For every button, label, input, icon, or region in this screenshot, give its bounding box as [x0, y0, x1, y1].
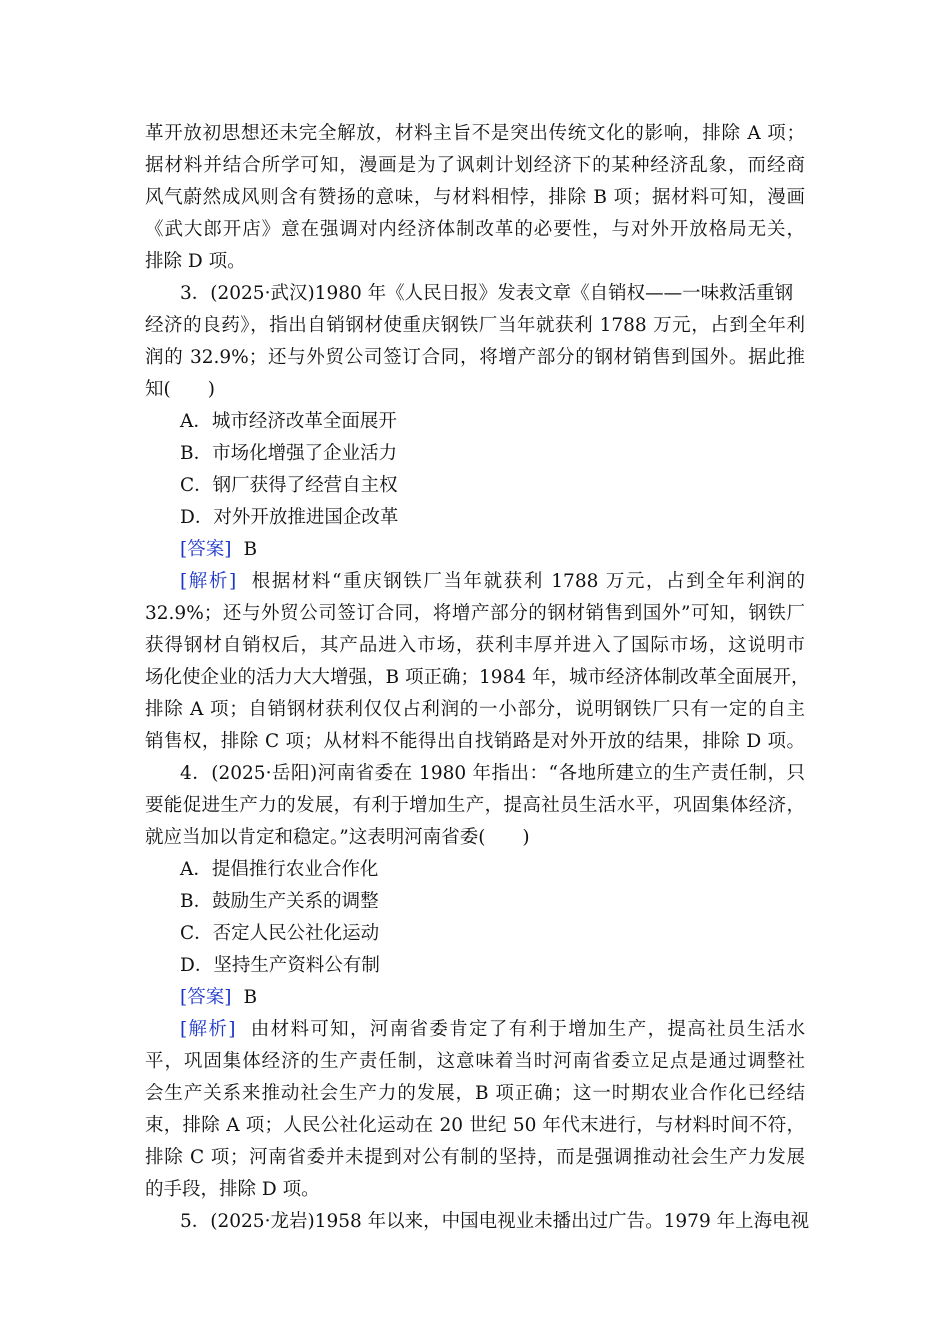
q4-option-c: C．否定人民公社化运动	[180, 923, 380, 944]
q4-explanation-line: 的手段，排除 D 项。	[145, 1179, 320, 1200]
q3-explanation-line: 场化使企业的活力大大增强，B 项正确；1984 年，城市经济体制改革全面展开，	[145, 667, 810, 688]
q4-stem-line: 4．(2025·岳阳)河南省委在 1980 年指出：“各地所建立的生产责任制，只	[180, 763, 805, 784]
q3-explanation-line	[180, 569, 805, 595]
q4-explanation-line: 排除 C 项；河南省委并未提到对公有制的坚持，而是强调推动社会生产力发展	[145, 1147, 805, 1168]
q4-explanation-line: 平，巩固集体经济的生产责任制，这意味着当时河南省委立足点是通过调整社	[145, 1051, 805, 1072]
answer-tag: [答案]	[180, 539, 232, 560]
q4-explanation-text: 由材料可知，河南省委肯定了有利于增加生产，提高社员生活水	[249, 1019, 805, 1040]
q4-option-a: A．提倡推行农业合作化	[180, 859, 379, 880]
q5-stem-line: 5．(2025·龙岩)1958 年以来，中国电视业未播出过广告。1979 年上海电视	[180, 1211, 810, 1232]
explain-tag: [解析]	[180, 571, 237, 592]
intro-line: 据材料并结合所学可知，漫画是为了讽刺计划经济下的某种经济乱象，而经商	[145, 155, 805, 176]
q3-explanation-text: 根据材料“重庆钢铁厂当年就获利 1788 万元，占到全年利润的	[250, 571, 805, 592]
q3-explanation-line: 排除 A 项；自销钢材获利仅仅占利润的一小部分，说明钢铁厂只有一定的自主	[145, 699, 805, 720]
q4-stem-line: 就应当加以肯定和稳定。”这表明河南省委( )	[145, 827, 530, 848]
explain-tag: [解析]	[180, 1019, 236, 1040]
q3-explanation-line: 32.9%；还与外贸公司签订合同，将增产部分的钢材销售到国外”可知，钢铁厂	[145, 603, 805, 624]
q4-explanation-line	[180, 1017, 805, 1043]
q3-explanation-line: 销售权，排除 C 项；从材料不能得出自找销路是对外开放的结果，排除 D 项。	[145, 731, 805, 752]
q4-answer-value: B	[243, 987, 258, 1008]
answer-tag: [答案]	[180, 987, 232, 1008]
q4-explanation-line: 会生产关系来推动社会生产力的发展，B 项正确；这一时期农业合作化已经结	[145, 1083, 805, 1104]
q3-option-a: A．城市经济改革全面展开	[180, 411, 397, 432]
intro-line: 革开放初思想还未完全解放，材料主旨不是突出传统文化的影响，排除 A 项；	[145, 123, 805, 144]
q3-stem-line: 经济的良药》，指出自销钢材使重庆钢铁厂当年就获利 1788 万元，占到全年利	[145, 315, 805, 336]
intro-line: 《武大郎开店》意在强调对内经济体制改革的必要性，与对外开放格局无关，	[145, 219, 805, 240]
q3-answer	[180, 537, 840, 563]
q4-option-d: D．坚持生产资料公有制	[180, 955, 380, 976]
intro-line: 风气蔚然成风则含有赞扬的意味，与材料相悖，排除 B 项；据材料可知，漫画	[145, 187, 805, 208]
q3-stem-line: 3．(2025·武汉)1980 年《人民日报》发表文章《自销权——一味救活重钢	[180, 283, 794, 304]
intro-line: 排除 D 项。	[145, 251, 246, 272]
q4-stem-line: 要能促进生产力的发展，有利于增加生产，提高社员生活水平，巩固集体经济，	[145, 795, 805, 816]
q3-option-d: D．对外开放推进国企改革	[180, 507, 399, 528]
q3-stem-line: 润的 32.9%；还与外贸公司签订合同，将增产部分的钢材销售到国外。据此推	[145, 347, 805, 368]
q4-option-b: B．鼓励生产关系的调整	[180, 891, 379, 912]
q4-answer	[180, 985, 840, 1011]
q3-explanation-line: 获得钢材自销权后，其产品进入市场，获利丰厚并进入了国际市场，这说明市	[145, 635, 805, 656]
q3-option-b: B．市场化增强了企业活力	[180, 443, 398, 464]
q3-answer-value: B	[243, 539, 258, 560]
q3-stem-line: 知( )	[145, 379, 215, 400]
q4-explanation-line: 束，排除 A 项；人民公社化运动在 20 世纪 50 年代末进行，与材料时间不符，	[145, 1115, 805, 1136]
q3-option-c: C．钢厂获得了经营自主权	[180, 475, 398, 496]
